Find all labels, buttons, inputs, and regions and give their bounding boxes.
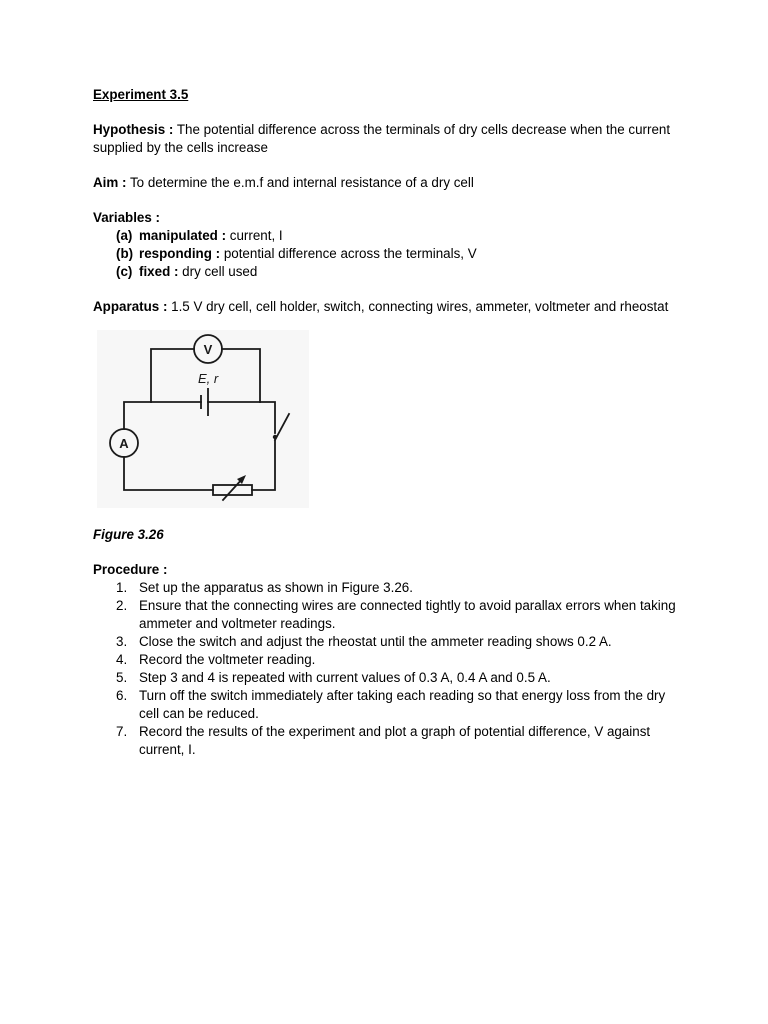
variable-item xyxy=(93,227,683,245)
apparatus-paragraph xyxy=(93,298,683,316)
step-number: 3. xyxy=(116,634,128,649)
procedure-step xyxy=(93,579,683,597)
aim-text: To determine the e.m.f and internal resistance of a dry cell xyxy=(126,175,474,190)
aim-paragraph xyxy=(93,174,683,192)
variable-marker: (c) xyxy=(116,264,133,279)
circuit-diagram xyxy=(97,330,309,508)
variable-name: responding : xyxy=(139,246,221,261)
variable-value: potential difference across the terminals, V xyxy=(220,246,477,261)
step-number: 2. xyxy=(116,598,128,613)
procedure-step xyxy=(93,633,683,651)
ammeter-symbol: A xyxy=(119,436,129,451)
procedure-step xyxy=(93,669,683,687)
step-text: Set up the apparatus as shown in Figure 3.26. xyxy=(139,580,413,595)
variable-value: current, I xyxy=(226,228,283,243)
figure-caption: Figure 3.26 xyxy=(93,527,164,542)
cell-label: E, r xyxy=(198,371,219,386)
step-number: 6. xyxy=(116,688,128,703)
procedure-step xyxy=(93,651,683,669)
step-text: Turn off the switch immediately after taking each reading so that energy loss from the dry cell can be reduced. xyxy=(139,688,666,721)
step-text: Step 3 and 4 is repeated with current values of 0.3 A, 0.4 A and 0.5 A. xyxy=(139,670,551,685)
step-number: 1. xyxy=(116,580,128,595)
step-text: Close the switch and adjust the rheostat until the ammeter reading shows 0.2 A. xyxy=(139,634,612,649)
switch-contact xyxy=(273,435,277,439)
step-text: Ensure that the connecting wires are connected tightly to avoid parallax errors when taking ammeter and voltmeter readings. xyxy=(139,598,676,631)
experiment-title: Experiment 3.5 xyxy=(93,87,189,102)
document-page xyxy=(93,86,683,759)
step-text: Record the voltmeter reading. xyxy=(139,652,316,667)
variables-list xyxy=(93,227,683,281)
aim-label: Aim : xyxy=(93,175,127,190)
variable-item xyxy=(93,263,683,281)
variable-name: manipulated : xyxy=(139,228,227,243)
voltmeter-symbol: V xyxy=(203,342,213,357)
variable-value: dry cell used xyxy=(178,264,258,279)
step-number: 5. xyxy=(116,670,128,685)
hypothesis-text: The potential difference across the terminals of dry cells decrease when the current supplied by the cells increase xyxy=(93,122,671,155)
apparatus-text: 1.5 V dry cell, cell holder, switch, connecting wires, ammeter, voltmeter and rheostat xyxy=(167,299,669,314)
variable-name: fixed : xyxy=(139,264,179,279)
procedure-step xyxy=(93,723,683,759)
hypothesis-paragraph xyxy=(93,121,683,157)
procedure-step xyxy=(93,687,683,723)
procedure-step xyxy=(93,597,683,633)
variables-label: Variables : xyxy=(93,210,160,225)
apparatus-label: Apparatus : xyxy=(93,299,168,314)
variable-marker: (a) xyxy=(116,228,133,243)
step-text: Record the results of the experiment and plot a graph of potential difference, V against current, I. xyxy=(139,724,651,757)
step-number: 4. xyxy=(116,652,128,667)
procedure-label: Procedure : xyxy=(93,562,168,577)
circuit-diagram-svg xyxy=(97,330,309,508)
hypothesis-label: Hypothesis : xyxy=(93,122,174,137)
variable-marker: (b) xyxy=(116,246,134,261)
step-number: 7. xyxy=(116,724,128,739)
procedure-list xyxy=(93,579,683,759)
variable-item xyxy=(93,245,683,263)
